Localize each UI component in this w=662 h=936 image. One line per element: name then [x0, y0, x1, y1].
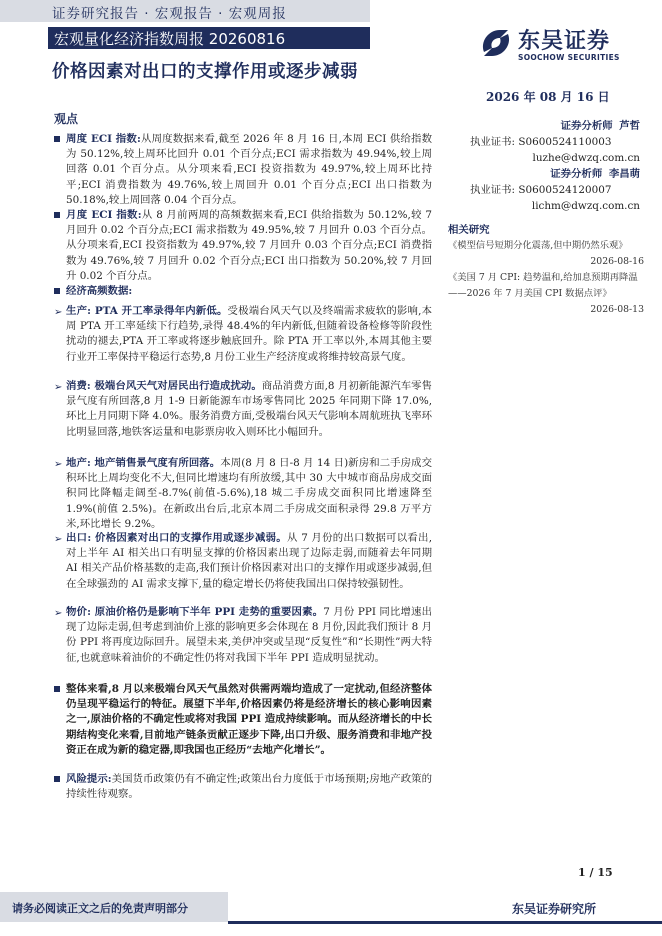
analyst-block: [470, 118, 640, 214]
related-heading: 相关研究: [448, 224, 490, 236]
cert-label: 执业证书:: [470, 136, 516, 148]
cert-number: S0600524120007: [518, 184, 612, 196]
square-bullet-icon: [54, 686, 60, 692]
report-title: 价格因素对出口的支撑作用或逐步减弱: [52, 62, 358, 82]
square-bullet-icon: [54, 776, 60, 782]
square-bullet-icon: [54, 136, 60, 142]
para-lead: 生产: PTA 开工率录得年内新低。: [66, 305, 228, 317]
analyst-2-header: [470, 166, 640, 182]
para-lead: 月度 ECI 指数:: [66, 209, 142, 221]
paragraph-weekly-eci: [54, 132, 432, 208]
report-category-band: [0, 0, 370, 22]
para-text: 从 7 月份的出口数据可以看出,对上半年 AI 相关出口有明显支撑的价格因素出现了边际走弱,而随着去年同期 AI 相关产品价格基数的走高,我们预计价格因素对出口的支撑作用或逐步减弱,但在全球强劲的 AI 需求支撑下,量的稳定增长仍将使我国出口保持较强韧性。: [66, 532, 432, 590]
related-item-date: 2026-08-13: [590, 304, 644, 315]
related-item[interactable]: 《模型信号短期分化震荡,但中期仍然乐观》: [448, 240, 628, 251]
logo-en-text: SOOCHOW SECURITIES: [518, 53, 620, 62]
cert-number: S0600524110003: [518, 136, 612, 148]
para-text: 从周度数据来看,截至 2026 年 8 月 16 日,本周 ECI 供给指数为 50.12%,较上周环比回升 0.01 个百分点;ECI 需求指数为 49.94%,较上周回落 0.01 个百分点。从分项来看,ECI 投资指数为 49.97%,较上周环比持平;ECI 消费指数为 49.76%,较上周回升 0.01 个百分点;ECI 出口指数为 50.18%,较上周回落 0.04 个百分点。: [66, 133, 432, 206]
sub-paragraph-price: [54, 605, 432, 666]
disclaimer-text[interactable]: 请务必阅读正文之后的免责声明部分: [12, 902, 188, 915]
para-text: 商品消费方面,8 月初新能源汽车零售景气度有所回落,8 月 1-9 日新能源车市场零售同比 2025 年同期下降 17.0%,环比上月同期下降 4.0%。服务消费方面,受极端台风天气影响本周航班执飞率环比明显回落,地铁客运量和电影票房收入则环比小幅回升。: [66, 380, 433, 438]
report-date: 2026 年 08 月 16 日: [486, 90, 610, 104]
analyst-1-cert: [470, 134, 640, 150]
sub-paragraph-production: [54, 304, 432, 365]
para-lead: 消费: 极端台风天气对居民出行造成扰动。: [66, 380, 262, 392]
paragraph-monthly-eci: [54, 208, 432, 284]
para-lead: 出口: 价格因素对出口的支撑作用或逐步减弱。: [66, 532, 287, 544]
sub-paragraph-export: [54, 531, 432, 592]
arrow-bullet-icon: ➢: [54, 307, 63, 318]
cert-label: 执业证书:: [470, 184, 516, 196]
square-bullet-icon: [54, 212, 60, 218]
related-item[interactable]: 《美国 7 月 CPI: 趋势温和,给加息预期再降温——2026 年 7 月美国 CPI 数据点评》: [448, 272, 638, 299]
series-title: 宏观量化经济指数周报 20260816: [54, 30, 286, 48]
para-lead: 周度 ECI 指数:: [66, 133, 141, 145]
logo-cn-text: 东吴证券: [518, 29, 611, 54]
para-text: 受极端台风天气以及终端需求疲软的影响,本周 PTA 开工率延续下行趋势,录得 48.4%的年内新低,但随着设备检修等阶段性扰动的褪去,PTA 开工率或将逐步触底回升。除 PTA 开工率以外,本周其他主要行业开工率保持平稳运行态势,8 月份工业生产经济度或将维持较高景气度。: [66, 305, 432, 363]
logo-mark-icon: [478, 24, 514, 62]
related-research: [448, 222, 644, 318]
company-logo: [478, 24, 628, 64]
related-item-date: 2026-08-16: [590, 256, 644, 267]
institute-name: 东吴证券研究所: [512, 902, 597, 916]
analyst-role: 证券分析师: [560, 120, 613, 132]
paragraph-summary: [54, 682, 432, 758]
para-text: 7 月份 PPI 同比增速出现了边际走弱,但考虑到油价上涨的影响更多会体现在 8 月份,因此我们预计 8 月份 PPI 将再度边际回升。展望未来,美伊冲突或呈现“反复性”和“长期性”两大特征,也就意味着油价的不确定性仍将对我国下半年 PPI 造成明显扰动。: [66, 606, 432, 664]
paragraph-high-freq: [54, 284, 432, 299]
para-text: 美国货币政策仍有不确定性;政策出台力度低于市场预期;房地产政策的持续性待观察。: [66, 773, 432, 801]
para-lead: 风险提示:: [66, 773, 112, 785]
analyst-1-email[interactable]: luzhe@dwzq.com.cn: [532, 152, 640, 164]
arrow-bullet-icon: ➢: [54, 534, 63, 545]
analyst-2-cert: [470, 182, 640, 198]
arrow-bullet-icon: ➢: [54, 608, 63, 619]
analyst-1-header: [470, 118, 640, 134]
analyst-name: 李昌萌: [608, 168, 640, 180]
square-bullet-icon: [54, 288, 60, 294]
paragraph-risk: [54, 772, 432, 802]
analyst-name: 芦哲: [619, 120, 640, 132]
para-text: 整体来看,8 月以来极端台风天气虽然对供需两端均造成了一定扰动,但经济整体仍呈现平稳运行的特征。展望下半年,价格因素仍将是经济增长的核心影响因素之一,原油价格的不确定性或将对我国 PPI 造成持续影响。而从经济增长的中长期结构变化来看,目前地产链条贡献正逐步下降,出口升级、服务消费和非地产投资正在成为新的稳定器,即我国也正经历“去地产化增长”。: [66, 683, 432, 756]
para-text: 本周(8 月 8 日-8 月 14 日)新房和二手房成交积环比上周均变化不大,但同比增速均有所放缓,其中 30 大中城市商品房成交面积同比降幅走阔至-8.7%(前值-5.6%),18 城二手房成交面积同比增速降至 1.9%(前值 2.5%)。在新政出台后,北京本周二手房成交面积录得 29.8 万平方米,环比增长 9.2%。: [66, 457, 432, 530]
analyst-role: 证券分析师: [550, 168, 603, 180]
sub-paragraph-property: [54, 456, 432, 532]
series-title-bar: [48, 27, 370, 49]
footer-rule: [228, 921, 662, 924]
sub-paragraph-consumption: [54, 379, 432, 440]
analyst-2-email[interactable]: lichm@dwzq.com.cn: [531, 200, 640, 212]
section-heading: 观点: [54, 112, 79, 126]
page-number: 1 / 15: [578, 866, 613, 879]
disclaimer-band: [0, 892, 228, 922]
para-text: 从 8 月前两周的高频数据来看,ECI 供给指数为 50.12%,较 7 月回升 0.02 个百分点;ECI 需求指数为 49.95%,较 7 月回升 0.03 个百分点。从分项来看,ECI 投资指数为 49.97%,较 7 月回升 0.03 个百分点;ECI 消费指数为 49.76%,较 7 月回升 0.02 个百分点;ECI 出口指数为 50.20%,较 7 月回升 0.02 个百分点。: [66, 209, 432, 282]
report-category: 证券研究报告 · 宏观报告 · 宏观周报: [52, 6, 287, 22]
para-lead: 地产: 地产销售景气度有所回落。: [66, 457, 221, 469]
arrow-bullet-icon: ➢: [54, 459, 63, 470]
arrow-bullet-icon: ➢: [54, 382, 63, 393]
para-lead: 经济高频数据:: [66, 285, 133, 297]
para-lead: 物价: 原油价格仍是影响下半年 PPI 走势的重要因素。: [66, 606, 324, 618]
